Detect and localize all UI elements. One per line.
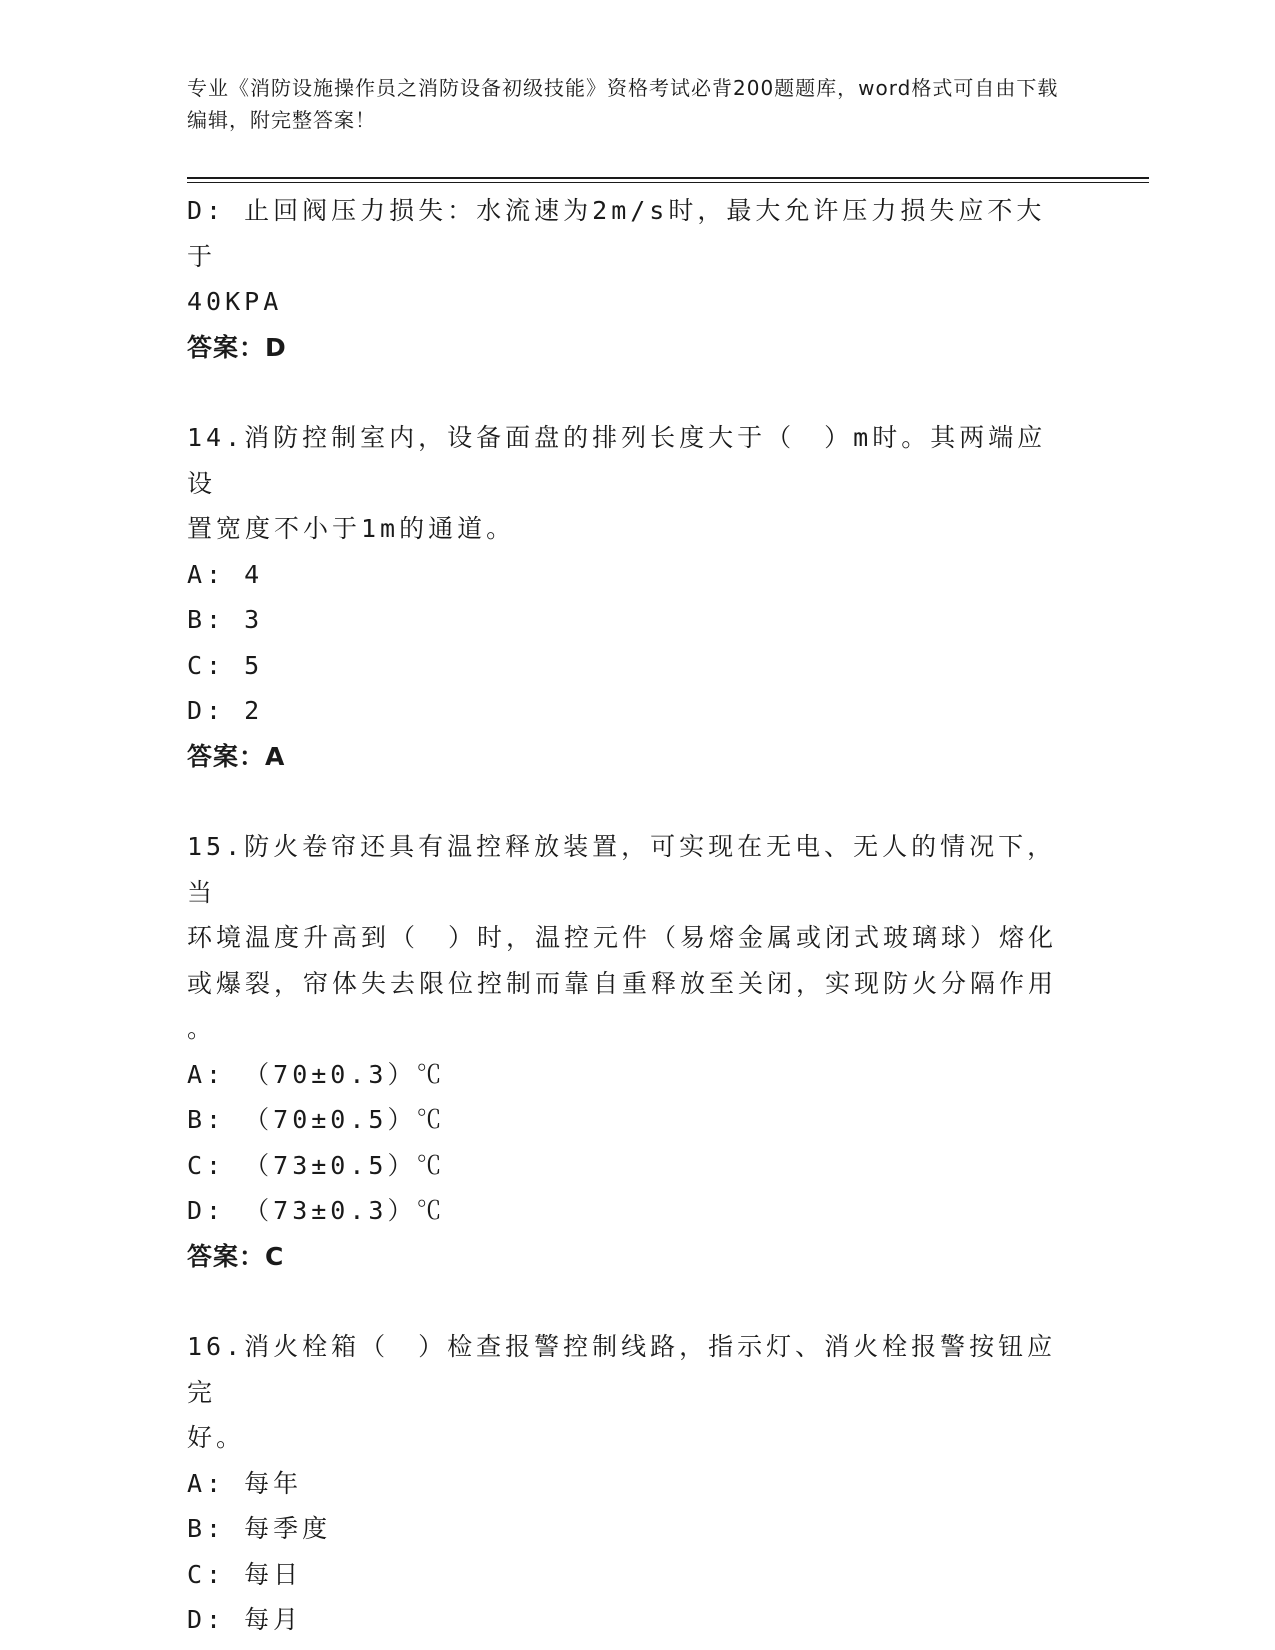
answer-line: 答案：C (187, 1241, 285, 1271)
option-d-continued: 40KPA (187, 287, 283, 316)
answer-line: 答案：A (187, 741, 286, 771)
question-stem: 或爆裂，帘体失去限位控制而靠自重释放至关闭，实现防火分隔作用 (187, 968, 1058, 998)
document-header: 专业《消防设施操作员之消防设备初级技能》资格考试必背200题题库，word格式可自由下载编辑，附完整答案！ (187, 76, 1059, 132)
option-a: A: 每年 (187, 1468, 303, 1498)
question-16 (187, 1324, 1067, 1643)
header-rule-thin (187, 182, 1149, 183)
option-b: B: 3 (187, 605, 264, 634)
option-c: C: 每日 (187, 1559, 303, 1589)
option-a: A: （70±0.3）℃ (187, 1059, 446, 1089)
option-c: C: 5 (187, 650, 264, 680)
question-stem: 好。 (187, 1423, 246, 1452)
question-stem: 16.消火栓箱（ ）检查报警控制线路，指示灯、消火栓报警按钮应完 (187, 1332, 1057, 1407)
option-a: A: 4 (187, 559, 264, 589)
question-stem: 15.防火卷帘还具有温控释放装置，可实现在无电、无人的情况下，当 (187, 832, 1057, 907)
document-body (187, 188, 1067, 1643)
option-d: D: 止回阀压力损失：水流速为2m/s时，最大允许压力损失应不大于 (187, 196, 1046, 271)
question-13-tail (187, 188, 1067, 370)
option-d: D: 2 (187, 696, 264, 725)
answer-line: 答案：D (187, 332, 287, 362)
option-c: C: （73±0.5）℃ (187, 1150, 446, 1180)
question-stem: 。 (187, 1014, 217, 1043)
option-d: D: 每月 (187, 1605, 303, 1634)
option-b: B: （70±0.5）℃ (187, 1105, 446, 1134)
question-stem: 环境温度升高到（ ）时，温控元件（易熔金属或闭式玻璃球）熔化 (187, 923, 1058, 952)
option-b: B: 每季度 (187, 1514, 332, 1543)
question-stem: 置宽度不小于1m的通道。 (187, 514, 516, 543)
question-15 (187, 824, 1067, 1279)
header-rule-thick (187, 177, 1149, 179)
option-d: D: （73±0.3）℃ (187, 1196, 446, 1225)
question-stem: 14.消防控制室内，设备面盘的排列长度大于（ ）m时。其两端应设 (187, 423, 1047, 498)
question-14 (187, 415, 1067, 779)
